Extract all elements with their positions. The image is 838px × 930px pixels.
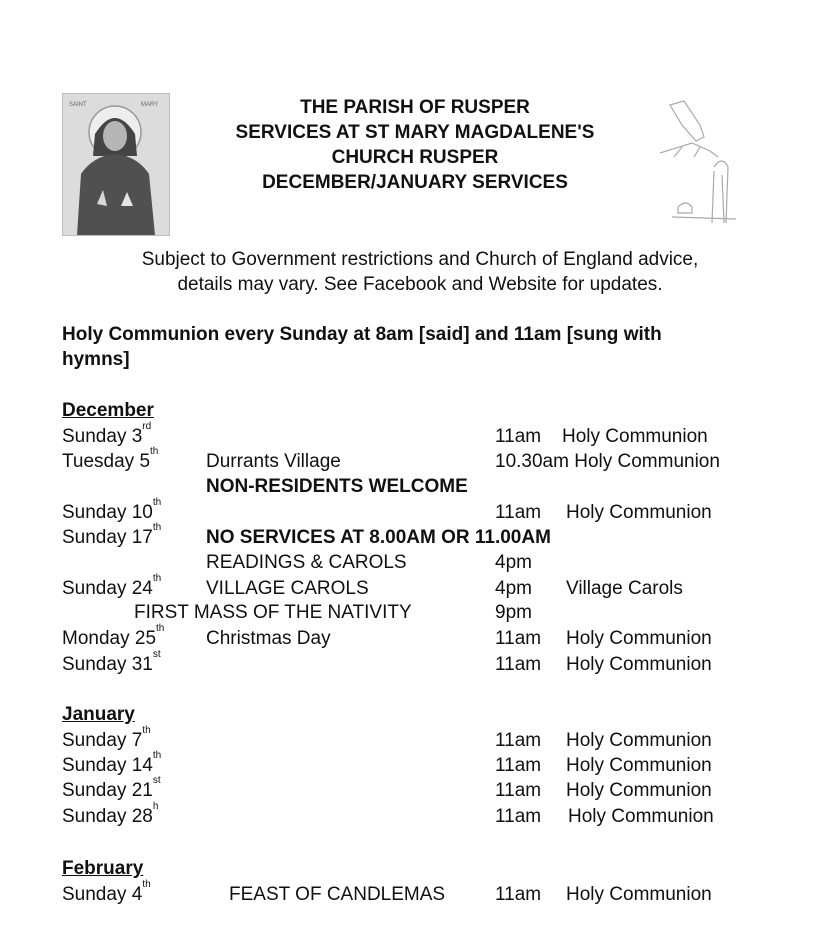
intro-line: details may vary. See Facebook and Website for updates. [177, 274, 663, 295]
date-text: Sunday 21 [62, 780, 153, 801]
service-cell: Holy Communion [566, 654, 712, 675]
note-cell: READINGS & CAROLS [206, 552, 407, 573]
banner-line: hymns] [62, 349, 130, 370]
date-text: Monday 25 [62, 628, 157, 649]
ordinal-suffix: h [152, 801, 159, 812]
schedule-row [62, 522, 802, 550]
service-cell: Holy Communion [562, 426, 708, 447]
ordinal-suffix: th [142, 879, 151, 890]
month-heading: February [62, 858, 144, 879]
svg-text:MARY: MARY [141, 102, 159, 108]
time-cell: 11am [495, 806, 542, 827]
time-cell: 11am [495, 755, 542, 776]
intro-line: Subject to Government restrictions and Church of England advice, [141, 249, 699, 270]
time-cell: 11am [495, 730, 542, 751]
note-cell: Christmas Day [206, 628, 331, 649]
date-text: Sunday 28 [62, 806, 153, 827]
date-cell [62, 649, 161, 677]
month-heading: January [62, 704, 135, 725]
title-line: SERVICES AT ST MARY MAGDALENE'S [235, 122, 595, 143]
time-cell: 11am [495, 884, 542, 905]
schedule-row [62, 649, 802, 677]
title-line: DECEMBER/JANUARY SERVICES [262, 172, 568, 193]
service-cell: Holy Communion [566, 884, 712, 905]
saint-mary-magdalene-image [62, 93, 170, 236]
date-text: Sunday 4 [62, 884, 143, 905]
date-cell [62, 623, 165, 651]
holy-communion-banner [62, 322, 782, 372]
time-cell: 4pm [495, 552, 532, 573]
date-text: Sunday 14 [62, 755, 153, 776]
ordinal-suffix: th [152, 750, 162, 761]
banner-line: Holy Communion every Sunday at 8am [said] and 11am [sung with [62, 324, 662, 345]
ordinal-suffix: th [142, 725, 151, 736]
service-cell: Holy Communion [566, 730, 712, 751]
ordinal-suffix: st [152, 775, 161, 786]
ordinal-suffix: th [150, 446, 159, 457]
page-title [160, 95, 670, 195]
schedule-row [62, 474, 802, 499]
icon-painting-icon [63, 94, 169, 235]
service-cell: Holy Communion [566, 502, 712, 523]
ordinal-suffix: th [152, 497, 162, 508]
schedule-row [62, 446, 802, 474]
schedule-row [62, 879, 802, 907]
month-heading-january [62, 702, 802, 727]
time-cell: 11am [495, 654, 542, 675]
note-cell: FIRST MASS OF THE NATIVITY [134, 602, 412, 623]
note-cell: VILLAGE CAROLS [206, 578, 369, 599]
date-cell [62, 750, 162, 778]
schedule-row [62, 725, 802, 753]
time-cell: 10.30am Holy Communion [495, 451, 720, 472]
date-text: Sunday 7 [62, 730, 143, 751]
month-heading-december [62, 398, 802, 423]
service-cell: Holy Communion [566, 628, 712, 649]
schedule-row [62, 573, 802, 601]
date-cell [62, 446, 159, 474]
date-cell [62, 725, 151, 753]
service-cell: Village Carols [566, 578, 683, 599]
time-cell: 4pm [495, 578, 532, 599]
time-cell: 9pm [495, 602, 532, 623]
date-cell [62, 497, 162, 525]
schedule-row [62, 750, 802, 778]
schedule-row [62, 623, 802, 651]
ordinal-suffix: th [152, 573, 162, 584]
date-cell [62, 573, 162, 601]
schedule-row [62, 497, 802, 525]
note-cell: FEAST OF CANDLEMAS [229, 884, 446, 905]
date-text: Tuesday 5 [62, 451, 151, 472]
intro-note [60, 247, 780, 297]
service-cell: Holy Communion [568, 806, 714, 827]
date-cell [62, 421, 152, 449]
date-text: Sunday 10 [62, 502, 153, 523]
date-cell [62, 522, 162, 550]
date-text: Sunday 17 [62, 527, 153, 548]
time-cell: 11am [495, 780, 542, 801]
note-cell: Durrants Village [206, 451, 341, 472]
schedule-row [62, 600, 802, 625]
ordinal-suffix: th [156, 623, 165, 634]
ordinal-suffix: rd [142, 421, 152, 432]
date-cell [62, 879, 151, 907]
time-cell: 11am [495, 628, 542, 649]
date-cell [62, 801, 159, 829]
date-text: Sunday 24 [62, 578, 153, 599]
time-cell: 11am [495, 502, 542, 523]
date-text: Sunday 3 [62, 426, 143, 447]
month-heading: December [62, 400, 154, 421]
service-cell: Holy Communion [566, 780, 712, 801]
time-cell: 11am [495, 426, 542, 447]
note-cell: NO SERVICES AT 8.00AM OR 11.00AM [206, 527, 551, 548]
svg-text:SAINT: SAINT [69, 102, 87, 108]
ordinal-suffix: st [152, 649, 161, 660]
schedule-row [62, 550, 802, 575]
month-heading-february [62, 856, 802, 881]
schedule-row [62, 775, 802, 803]
note-cell: NON-RESIDENTS WELCOME [206, 476, 468, 497]
service-cell: Holy Communion [566, 755, 712, 776]
date-cell [62, 775, 161, 803]
title-line: CHURCH RUSPER [331, 147, 499, 168]
schedule-row [62, 421, 802, 449]
schedule-row [62, 801, 802, 829]
date-text: Sunday 31 [62, 654, 153, 675]
title-line: THE PARISH OF RUSPER [300, 97, 530, 118]
ordinal-suffix: th [152, 522, 162, 533]
